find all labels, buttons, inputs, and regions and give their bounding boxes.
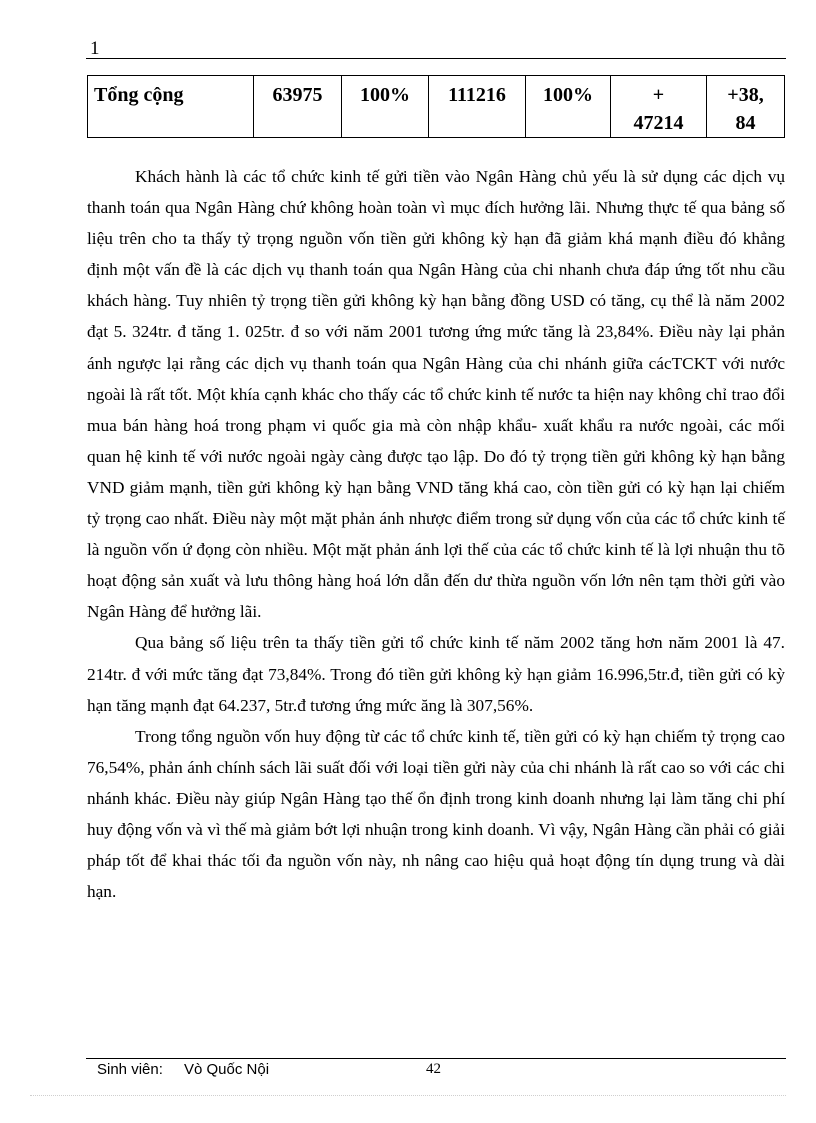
paragraph: Trong tổng nguồn vốn huy động từ các tổ chức kinh tế, tiền gửi có kỳ hạn chiếm tỷ trọng cao 76,54%, phản ánh chính sách lãi suất đối với loại tiền gửi này của chi nhánh là rất cao so với các chi nhánh khác. Điều này giúp Ngân Hàng tạo thế ổn định trong kinh doanh nhưng lại làm tăng chi phí huy động vốn và vì thế mà giảm bớt lợi nhuận trong kinh doanh. Vì vậy, Ngân Hàng cần phải có giải pháp tốt để khai thác tối đa nguồn vốn này, nh nâng cao hiệu quả hoạt động tín dụng trung và dài hạn.	[87, 726, 785, 902]
page-bottom-dotted-line	[30, 1095, 786, 1096]
table-row	[88, 76, 785, 138]
footer-page-number: 42	[426, 1061, 441, 1077]
change-percent-line1: +38,	[727, 84, 764, 106]
value-2002: 111216	[448, 84, 506, 106]
body-text	[87, 161, 785, 907]
footer-rule	[86, 1058, 786, 1059]
value-2001: 63975	[272, 84, 323, 106]
summary-table	[87, 75, 785, 138]
footer-student-name: Vò Quốc Nội	[184, 1061, 270, 1078]
share-2002-cell	[526, 76, 611, 138]
change-amount-value: 47214	[633, 112, 684, 134]
change-amount-cell	[611, 76, 707, 138]
change-percent-line2: 84	[735, 112, 756, 134]
share-2001-cell	[342, 76, 429, 138]
value-2002-cell	[429, 76, 526, 138]
change-amount	[611, 76, 706, 137]
value-2001-cell	[254, 76, 342, 138]
total-label: Tổng cộng	[94, 84, 184, 106]
paragraph: Khách hành là các tổ chức kinh tế gửi tiền vào Ngân Hàng chủ yếu là sử dụng các dịch vụ thanh toán qua Ngân Hàng chứ không hoàn toàn vì mục đích hưởng lãi. Nhưng thực tế qua bảng số liệu trên cho ta thấy tỷ trọng nguồn vốn tiền gửi không kỳ hạn đã giảm khá mạnh điều đó khẳng định một vấn đề là các dịch vụ thanh toán qua Ngân Hàng của chi nhanh chưa đáp ứng tốt nhu cầu khách hàng. Tuy nhiên tỷ trọng tiền gửi không kỳ hạn bằng đồng USD có tăng, cụ thể là năm 2002 đạt 5. 324tr. đ tăng 1. 025tr. đ so với năm 2001 tương ứng mức tăng là 23,84%. Điều này lại phản ánh ngược lại rằng các dịch vụ thanh toán qua Ngân Hàng của chi nhánh giữa cácTCKT với nước ngoài là rất tốt. Một khía cạnh khác cho thấy các tổ chức kinh tế nước ta hiện nay không chỉ trao đổi mua bán hàng hoá trong phạm vi quốc gia mà còn nhập khẩu- xuất khẩu ra nước ngoài, các mối quan hệ kinh tế với nước ngoài ngày càng được tạo lập. Do đó tỷ trọng tiền gửi không kỳ hạn bằng VND giảm mạnh, tiền gửi không kỳ hạn bằng VND tăng khá cao, còn tiền gửi có kỳ hạn lại chiếm tỷ trọng cao nhất. Điều này một mặt phản ánh nhược điểm trong sử dụng vốn của các tổ chức kinh tế là nguồn vốn ứ đọng còn nhiều. Một mặt phản ánh lợi thế của các tổ chức kinh tế là lợi nhuận thu tõ hoạt động sản xuất và lưu thông hàng hoá lớn dẫn đến dư thừa nguồn vốn lớn nên tạm thời gửi vào Ngân Hàng để hưởng lãi.	[87, 167, 785, 622]
total-label-cell	[88, 76, 254, 138]
header-rule	[86, 58, 786, 59]
paragraph: Qua bảng số liệu trên ta thấy tiền gửi tổ chức kinh tế năm 2002 tăng hơn năm 2001 là 47. 214tr. đ với mức tăng đạt 73,84%. Trong đó tiền gửi không kỳ hạn giảm 16.996,5tr.đ, tiền gửi có kỳ hạn tăng mạnh đạt 64.237, 5tr.đ tương ứng mức ăng là 307,56%.	[87, 633, 785, 715]
share-2001: 100%	[360, 84, 410, 106]
footer-student-label: Sinh viên:	[97, 1061, 163, 1078]
header-page-number: 1	[90, 38, 100, 59]
share-2002: 100%	[543, 84, 593, 106]
change-amount-sign: +	[652, 84, 665, 106]
change-percent-cell	[707, 76, 785, 138]
change-percent	[707, 76, 784, 137]
